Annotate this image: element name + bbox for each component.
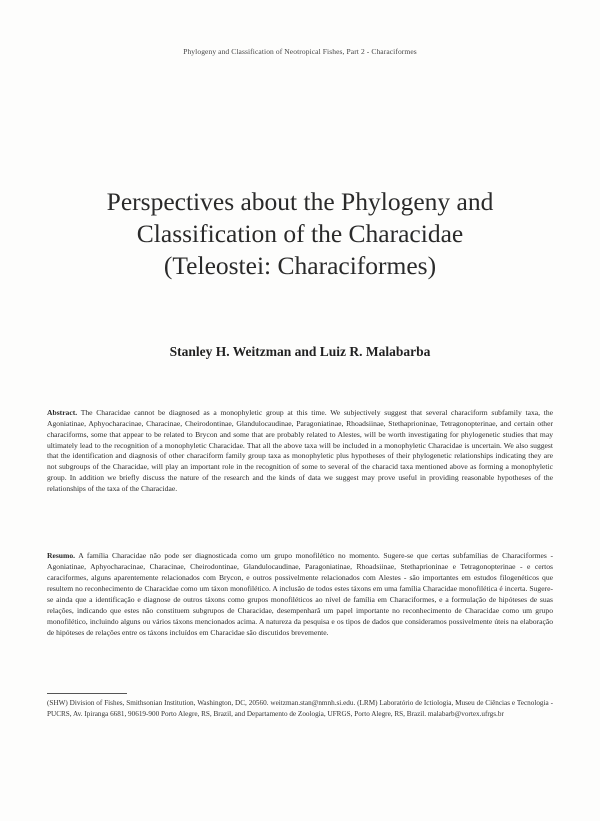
abstract-text: The Characidae cannot be diagnosed as a monophyletic group at this time. We subjectively suggest that several characiform subfamily taxa, the Agoniatinae, Aphyocharacinae, Characinae, Cheirodontinae, Glandulocaudinae, Paragoniatinae, Rhoadsiinae, Stethaprioninae, Tetragonopterinae, and certain other characiforms, some that appear to be related to Brycon and some that are probably related to Alestes, will be worth investigating for phylogenetic studies that may ultimately lead to the recognition of a monophyletic Characidae. That all the above taxa will be included in a monophyletic Characidae is uncertain. We also suggest that the identification and diagnosis of other characiform family group taxa as monophyletic plus hypotheses of their phylogenetic relationships indicating they are not subgroups of the Characidae, will play an important role in the recognition of some to several of the characid taxa mentioned above as forming a monophyletic group. In addition we briefly discuss the nature of the research and the kinds of data we suggest may prove useful in providing reasonable hypotheses of the relationships of the taxa of the Characidae. (47, 408, 554, 493)
title-line-3: (Teleostei: Characiformes) (163, 251, 437, 280)
affiliation-footnote: (SHW) Division of Fishes, Smithsonian Institution, Washington, DC, 20560. weitzman.stan@nmnh.si.edu. (LRM) Laboratório de Ictiologia, Museu de Ciências e Tecnologia - PUCRS, Av. Ipiranga 6681, 90619-900 Porto Alegre, RS, Brazil, and Departamento de Zoologia, UFRGS, Porto Alegre, RS, Brazil. malabarb@vortex.ufrgs.br (47, 699, 553, 719)
running-head: Phylogeny and Classification of Neotropical Fishes, Part 2 - Characiformes (183, 47, 417, 56)
resumo-text: A família Characidae não pode ser diagnosticada como um grupo monofilético no momento. Sugere-se que certas subfamílias de Characiformes - Agoniatinae, Aphyocharacinae, Characinae, Cheirodontinae, Glandulocaudinae, Paragoniatinae, Rhoadsiinae, Stethaprioninae e Tetragonopterinae - e certos caraciformes, alguns aparentemente relacionados com Brycon, e outros possivelmente relacionados com Alestes - são importantes em estudos filogenéticos que resultem no reconhecimento de Characidae como um táxon monofilético. A inclusão de todos estes táxons em uma família Characidae monofilética é incerta. Sugere-se ainda que a identificação e diagnose de outros táxons como grupos monofiléticos ao nível de família em Characiformes, e a formulação de hipóteses de suas relações, indicando que estes não constituem subgrupos de Characidae, desempenharã um papel importante no reconhecimento de Characidae como um grupo monofilético, incluindo alguns ou vários táxons mencionados acima. A natureza da pesquisa e os tipos de dados que consideramos possivelmente úteis na elaboração de hipóteses de relações entre os táxons incluídos em Characidae são discutidos brevemente. (47, 551, 554, 638)
authors: Stanley H. Weitzman and Luiz R. Malabarba (169, 344, 431, 359)
title-line-2: Classification of the Characidae (136, 219, 464, 248)
paper-title (40, 186, 560, 282)
abstract-label: Abstract. (47, 408, 78, 417)
abstract-paragraph (47, 408, 553, 495)
resumo-paragraph (47, 550, 553, 638)
resumo-label: Resumo. (47, 551, 76, 560)
title-line-1: Perspectives about the Phylogeny and (106, 187, 494, 216)
footnote-divider (47, 693, 127, 694)
